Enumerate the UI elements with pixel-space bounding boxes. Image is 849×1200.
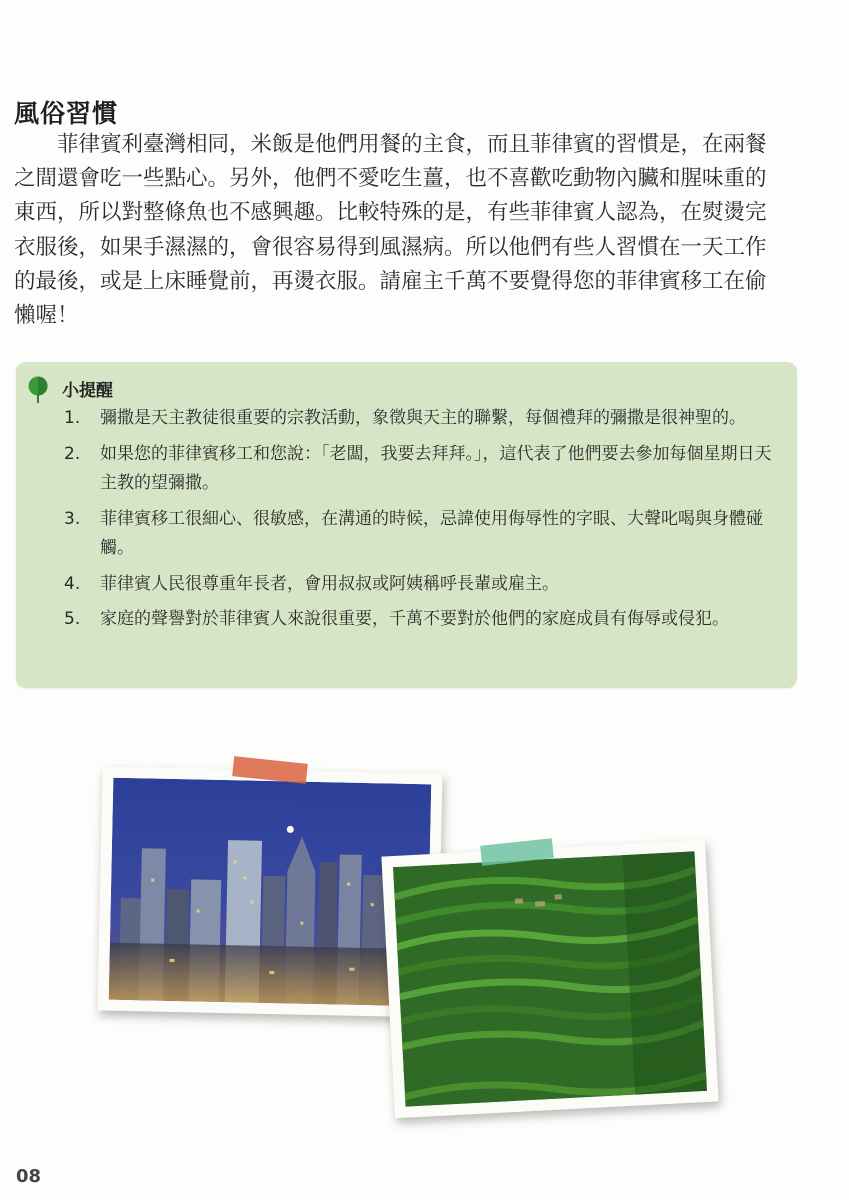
section-title: 風俗習慣 (14, 99, 119, 128)
rice-terrace-photo (381, 840, 718, 1119)
tip-item (62, 440, 782, 499)
tip-item (62, 570, 782, 600)
leaf-icon (28, 376, 48, 404)
tips-title: 小提醒 (62, 381, 113, 401)
tip-number: 5. (64, 609, 81, 629)
tip-number: 3. (64, 508, 81, 529)
tip-text: 家庭的聲譽對於菲律賓人來說很重要，千萬不要對於他們的家庭成員有侮辱或侵犯。 (100, 609, 729, 629)
tip-item (62, 505, 782, 564)
tips-list (62, 404, 782, 641)
page-number: 08 (16, 1166, 42, 1187)
rice-terrace-image (393, 851, 707, 1106)
tip-item (62, 605, 782, 635)
customs-paragraph (14, 128, 784, 333)
tip-number: 4. (64, 573, 81, 594)
tip-text: 菲律賓移工很細心、很敏感，在溝通的時候，忌諱使用侮辱性的字眼、大聲叱喝與身體碰觸。 (100, 508, 763, 558)
tip-number: 2. (64, 443, 81, 464)
paragraph-text: 菲律賓利臺灣相同，米飯是他們用餐的主食，而且菲律賓的習慣是，在兩餐之間還會吃一些點心。另外，他們不愛吃生薑，也不喜歡吃動物內臟和腥味重的東西，所以對整條魚也不感興趣。比較特殊的是，有些菲律賓人認為，在熨燙完衣服後，如果手濕濕的，會很容易得到風濕病。所以他們有些人習慣在一天工作的最後，或是上床睡覺前，再燙衣服。請雇主千萬不要覺得您的菲律賓移工在偷懶喔！ (14, 132, 767, 329)
tip-text: 彌撒是天主教徒很重要的宗教活動，象徵與天主的聯繫，每個禮拜的彌撒是很神聖的。 (100, 408, 746, 428)
tips-box (16, 362, 797, 688)
tip-text: 如果您的菲律賓移工和您說：「老闆，我要去拜拜。」，這代表了他們要去參加每個星期日天主教的望彌撒。 (100, 443, 772, 493)
tip-text: 菲律賓人民很尊重年長者，會用叔叔或阿姨稱呼長輩或雇主。 (100, 573, 559, 594)
tip-number: 1. (64, 408, 81, 428)
tip-item (62, 404, 782, 434)
